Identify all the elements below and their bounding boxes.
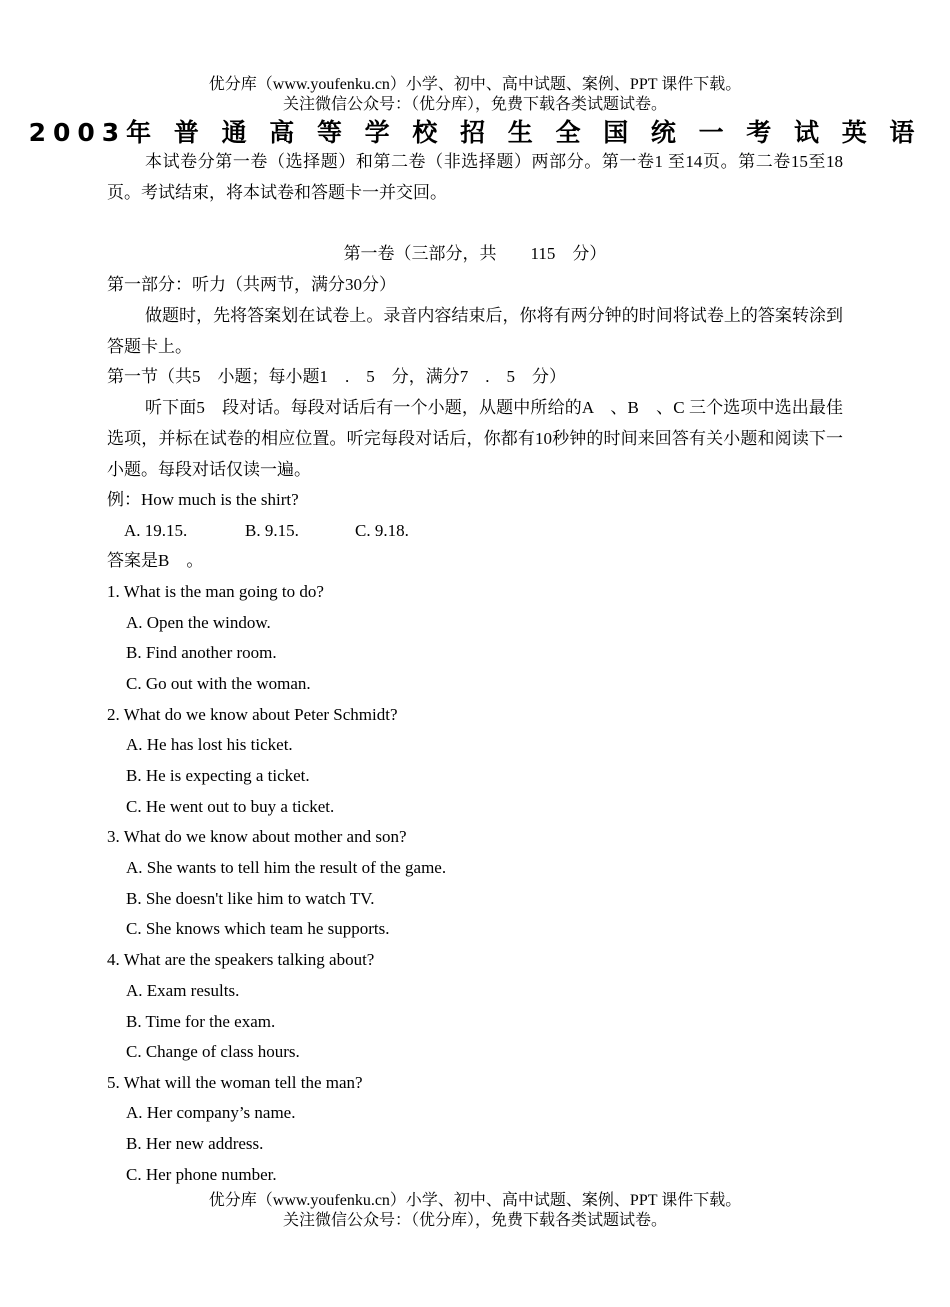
question-2-option-c: C. He went out to buy a ticket.: [126, 797, 335, 816]
question-4: 4. What are the speakers talking about?: [107, 950, 375, 969]
question-2-option-a: A. He has lost his ticket.: [126, 735, 293, 754]
section-heading: 第一节（共5 小题；每小题1 . 5 分，满分7 . 5 分）: [107, 367, 566, 386]
question-2-option-b: B. He is expecting a ticket.: [126, 766, 310, 785]
question-4-option-c: C. Change of class hours.: [126, 1042, 300, 1061]
header-line-2: 关注微信公众号：（优分库），免费下载各类试题试卷。: [282, 96, 667, 113]
footer-line-2: 关注微信公众号：（优分库），免费下载各类试题试卷。: [282, 1212, 667, 1229]
section-instruction: 听下面5 段对话。每段对话后有一个小题，从题中所给的A 、B 、C 三个选项中选出最佳选项，并标在试卷的相应位置。听完每段对话后，你都有10秒钟的时间来回答有关小题和阅读下一小题。每段对话仅读一遍。: [107, 398, 843, 479]
question-1-option-b: B. Find another room.: [126, 643, 277, 662]
footer-line-1: 优分库（www.youfenku.cn）小学、初中、高中试题、案例、PPT 课件下载。: [208, 1192, 742, 1209]
question-4-option-b: B. Time for the exam.: [126, 1012, 276, 1031]
question-5-option-a: A. Her company’s name.: [126, 1103, 296, 1122]
volume-heading: 第一卷（三部分，共 115 分）: [343, 244, 607, 263]
question-3-option-c: C. She knows which team he supports.: [126, 919, 390, 938]
question-5-option-c: C. Her phone number.: [126, 1165, 277, 1184]
intro-paragraph: 本试卷分第一卷（选择题）和第二卷（非选择题）两部分。第一卷1 至14页。第二卷15至18页。考试结束，将本试卷和答题卡一并交回。: [107, 152, 843, 202]
question-3-option-b: B. She doesn't like him to watch TV.: [126, 889, 375, 908]
example-option-b: B. 9.15.: [245, 521, 299, 540]
question-1-option-c: C. Go out with the woman.: [126, 674, 311, 693]
question-4-option-a: A. Exam results.: [126, 981, 240, 1000]
part-heading: 第一部分：听力（共两节，满分30分）: [107, 275, 396, 294]
question-1-option-a: A. Open the window.: [126, 613, 271, 632]
question-1: 1. What is the man going to do?: [107, 582, 324, 601]
example-option-c: C. 9.18.: [355, 521, 409, 540]
question-5: 5. What will the woman tell the man?: [107, 1073, 363, 1092]
page-title: 2003年 普 通 高 等 学 校 招 生 全 国 统 一 考 试 英 语: [28, 118, 922, 147]
example-option-a: A. 19.15.: [124, 521, 188, 540]
question-5-option-b: B. Her new address.: [126, 1134, 264, 1153]
example-answer: 答案是B 。: [107, 551, 204, 570]
example-question: 例：How much is the shirt?: [107, 490, 299, 509]
part-instruction: 做题时，先将答案划在试卷上。录音内容结束后，你将有两分钟的时间将试卷上的答案转涂到答题卡上。: [107, 306, 843, 356]
question-2: 2. What do we know about Peter Schmidt?: [107, 705, 398, 724]
question-3: 3. What do we know about mother and son?: [107, 827, 407, 846]
header-line-1: 优分库（www.youfenku.cn）小学、初中、高中试题、案例、PPT 课件下载。: [208, 76, 742, 93]
question-3-option-a: A. She wants to tell him the result of the game.: [126, 858, 447, 877]
